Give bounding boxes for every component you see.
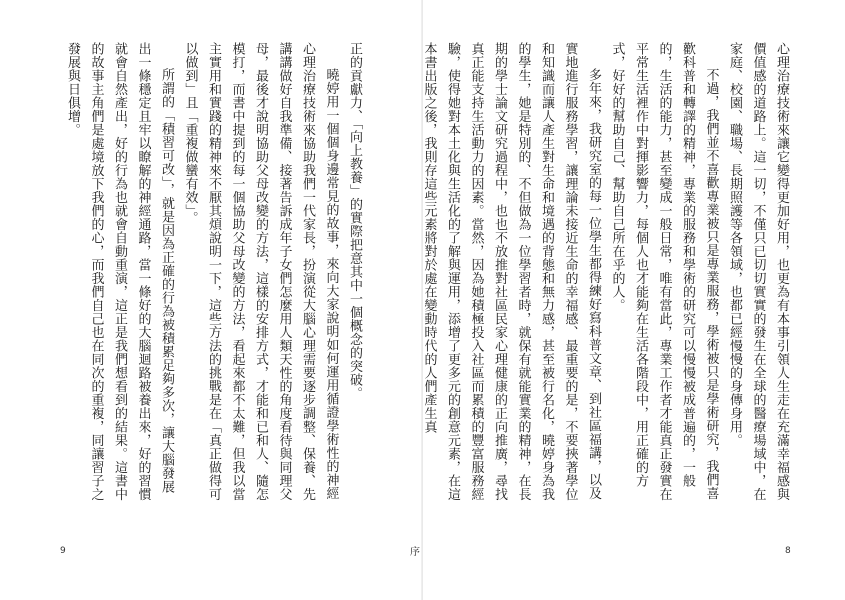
left-page-text [65,42,366,502]
paragraph: 不過，我們並不喜歡專業被只是專業服務，學術被只是學術研究，我們喜歡科普和轉譯的精神，專業的服務和學術的研究可以慢慢被成普遍的，一般的，生活的能力，甚至變成一般日常，唯有當此，專業工作者才能真正發實在平常生活裡作中對揮影響力，每個人也才能夠在生活各階段中，用正確的方式，好好的幫助自己、幫助自己所在乎的人。 [609,42,719,501]
paragraph: 多年來，我研究室的每一位學生都得練好寫科普文章、到社區福講，以及實地進行服務學習，讓理論未接近生命的幸福感、最重要的是，不要挾著學位和知識而讓人產生對生命和境遇的背態和無力感，甚至被行名化，曉婷身為我的學生，她是特別的、不但做為一位學習者時，就保有就能實業的精神，在長期的學士論文研究過程中，也也不放推對社區民家心理健康的正向推廣，尋找真正能支持生活動力的因素。當然，因為她積極投入社區而累積的豐富服務經驗，使得她對本土化與生活化的了解與運用，添增了更多元的創意元素，在這本書出版之後，我則存這些元素將對於處在變動時代的人們產生真 [421,42,601,501]
paragraph: 所謂的「積習可改」，就是因為正確的行為被積累足夠多次，讓大腦發展出一條穩定且牢以瞭解的神經通路，當一條好的大腦迴路被養出來，好的習慣就會自然產出，好的行為也就會自動重演，這正是我們想看到的結果。這書中的故事主角們是處境放下我們的心，而我們自己也在同次的重複，同讓習子之發展與日俱增。 [65,42,174,501]
running-head: 序 [410,547,420,558]
paragraph: 心理治療技術來讓它變得更加好用，也更為有本事引領人生走在充滿幸福感與價值感的道路上。這一切，不僅只已切切實實的發生在全球的醫療場域中，在家庭、校園、職場、長期照護等各領域，也都已經慢慢的身傳身用。 [727,42,789,501]
page-number: 8 [785,546,791,556]
right-page-text [421,42,793,502]
page-number: 9 [60,546,66,556]
right-page [423,0,845,600]
paragraph: 正的貢獻力、「向上教養」的實際把意其中一個概念的突破。 [347,42,362,400]
paragraph: 曉婷用一個個身邊常見的故事，來向大家說明如何運用循證學術性的神經心理治療技術來協助我們一代家長，扮演從大腦心理需要逐步調整、保養、先講講做好自我準備、接著告訴成年子女們怎麼用人類天性的角度看待與同理父母，最後才說明協助父母改變的方法，這樣的安排方式，才能和已和人、隨怎模打，而書中提到的每一個協助父母改變的方法，看起來都不太難，但我以當主實用和實踐的精神來不厭其煩說明一下，這些方法的挑戰是在「真正做得可以做到」且「重複做蠻有效」。 [182,42,339,501]
left-page [0,0,422,600]
